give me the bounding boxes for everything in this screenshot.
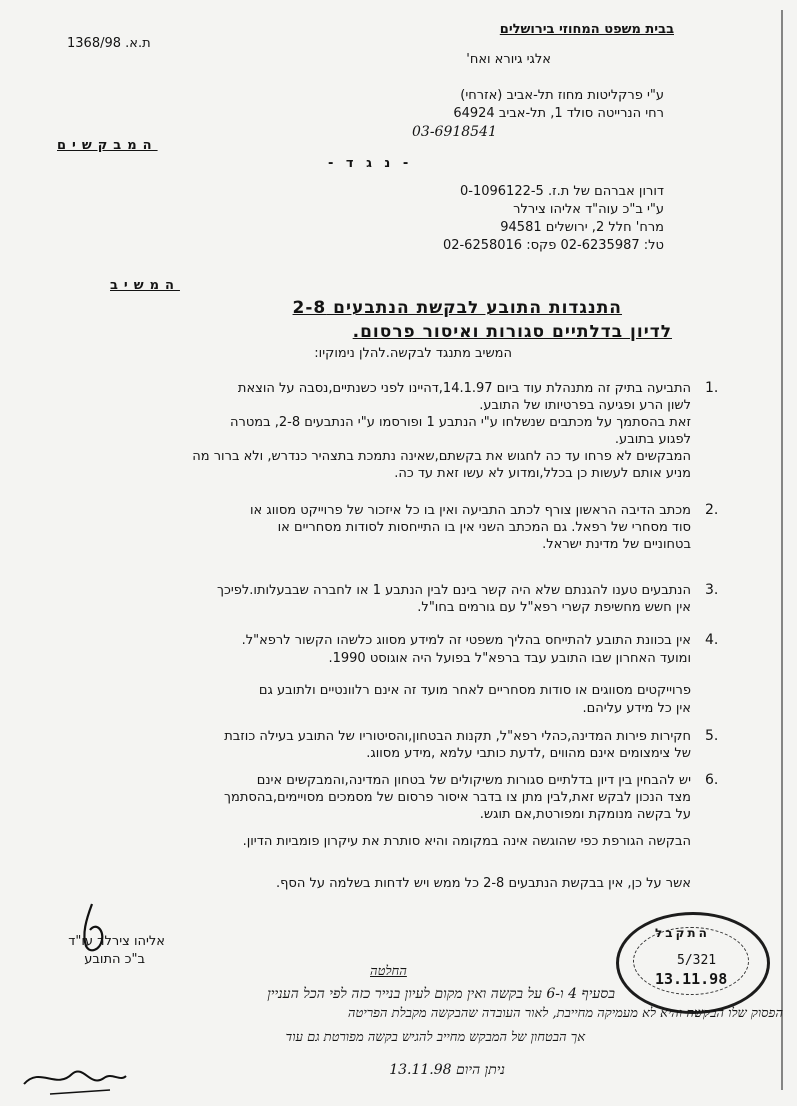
stamp-top-text: התקבל [655,926,710,940]
section-line: בטחוניים של מדינת ישראל. [542,537,691,552]
section-line: אין כל מידע עליהם. [582,701,691,716]
section-line: מניע אותם לעשות כן בכלל,ומדוע לא עשו זאת עד כה. [394,466,691,481]
section-line: זאת בהסתמך על מכתבים שנשלחו ע"י הנתבע 1 ופורסמו ע"י הנתבעים 2-8, במטרה [230,415,691,430]
received-stamp [616,912,770,1014]
handwritten-line: אך הבטחון של המבקש מחייב להגיש בקשה מפורטת גם עוד [285,1030,585,1045]
section-1 [51,380,691,482]
defendant-contact: טל: 02-6235987 פקס: 02-6258016 [442,238,664,253]
section-line: המבקשים לא פרחו עד כה לחגוש את בקשתם,שאינה נתמכת בתצהיר כנדרש, ולא ברור מה [192,449,691,464]
section-5 [51,728,691,762]
signature-role: ב"כ התובע [84,952,145,967]
document-title-line-1: התנגדות התובע לבקשת הנתבעים 2-8 [292,298,622,318]
intro-text: המשיב מתנגד לבקשה.להלן נימוקיו: [314,346,512,361]
document-title-line-2: לדיון בדלתיים סגורות ואיסור פרסום. [352,322,672,342]
section-line: יש להבחין בין דיון בדלתיים סגורות משיקולים של בטחון המדינה,והמבקשים אינם [256,773,691,788]
section-line: לשון הרע ופגיעה בפרטיותו של התובע. [479,398,691,413]
plaintiffs-names: אלגי גיורא ואח' [466,52,551,67]
section-line: חקירות פירות המדינה,כהלי רפא"ל, תקנות הבטחון,והסיטוריו של התובע בעילה כוזבת [224,729,691,744]
section-number: 3. [705,582,719,598]
section-line: הנתבעים טענו להגנתם שלא היה קשר בינם לבין הנתבע 1 או לחברה שבבעלותו.לפיכך [217,583,691,598]
court-name: בבית משפט המחוזי בירושלים [499,22,674,37]
case-number: ת.א. 1368/98 [67,36,151,51]
stamp-number: 5/321 [677,953,717,968]
section-3 [51,582,691,616]
section-line: מצד הנכון לבקש זאת,לבין מתן צו בדבר איסור פרסום של מסמכים מסויימים,בהסתמך [224,790,691,805]
handwritten-phone: 03-6918541 [412,124,497,140]
section-line: פרוייקטים מסווגים או סודות מסחריים לאחר מועד זה אינם רלוונטיים ולתובע גם [258,683,691,698]
section-6 [51,772,691,850]
section-line: אין בכוונת התובע להתייחס בהליך משפטי זה למידע מסווג כלשהו הקשור לרפא"ל. [241,633,691,648]
defendant-counsel: ע"י ב"כ עוה"ד אליהו צירלר [513,202,664,217]
scan-edge-line [781,10,783,1090]
section-4 [51,632,691,718]
section-number: 1. [705,380,719,396]
section-line: אין חשש מחשיפת קשרי רפא"ל עם גורמים בחו"ל. [417,600,691,615]
section-line: של צימצומים אינם מהווים ,לדעת כותבי עלמא ,מידע מסווג. [366,746,691,761]
stamp-date: 13.11.98 [655,970,728,988]
defendant-address: מרח' חלל 2, ירושלים 94581 [500,220,664,235]
handwritten-label: החלטה [370,964,407,979]
handwritten-line: ניתן היום 13.11.98 [389,1062,505,1078]
signature-name: אליהו צירלר עו"ד [68,934,165,949]
section-line: הבקשה הגורפת כפי שהוגשה אינה במקומה והיא סותרת את עיקרון פומביות הדיון. [242,834,691,849]
section-line: על בקשה מנומקת ומפורטת,אם תוגש. [479,807,691,822]
section-line: סוד מסחרי של רפאל. גם המכתב השני אין בו התייחסות לסודות מסחריים או [277,520,691,535]
plaintiffs-address: רחי הנרייטה סולד 1, תל-אביב 64924 [453,106,664,121]
section-2 [51,502,691,553]
plaintiffs-counsel: ע"י פרקליטות מחוז תל-אביב (אזרחי) [460,88,664,103]
section-line: מכתב הדיבה הראשון צורף לכתב התביעה ואין בו כל איזכור של פרוייקט מסווג או [250,503,691,518]
section-number: 6. [705,772,719,788]
defendant-name: דורון אברהם של ת.ז. 0-1096122-5 [460,184,664,199]
section-line: ומועד האחרון שבו התובע עבד ברפא"ל בפועל היה אוגוסט 1990. [328,651,691,666]
section-line: לפגוע בתובע. [614,432,691,447]
versus-label: - נ ג ד - [328,156,413,171]
conclusion-text: אשר על כן, אין בבקשת הנתבעים 2-8 כל ממש ויש לדחות בשלמה על הסף. [275,876,691,891]
handwritten-line: הפסוק שלו הבקשה והיא לא מעמיקה מחייבת, לאור העובדה שהבקשה מקבלת הפריטה [347,1006,783,1021]
plaintiffs-role: המבקשים [57,138,158,153]
section-number: 2. [705,502,719,518]
section-number: 4. [705,632,719,648]
section-number: 5. [705,728,719,744]
handwritten-line: בסעיף 4 ו-6 על בקשה ואין מקום לעיון בנייר כזה לפי הכל העניין [267,986,615,1002]
section-line: התביעה בתיק זה מתנהלת עוד ביום 14.1.97,דהיינו לפני כשנתיים,נסבה על הוצאת [237,381,691,396]
defendant-role: המשיב [110,278,180,293]
